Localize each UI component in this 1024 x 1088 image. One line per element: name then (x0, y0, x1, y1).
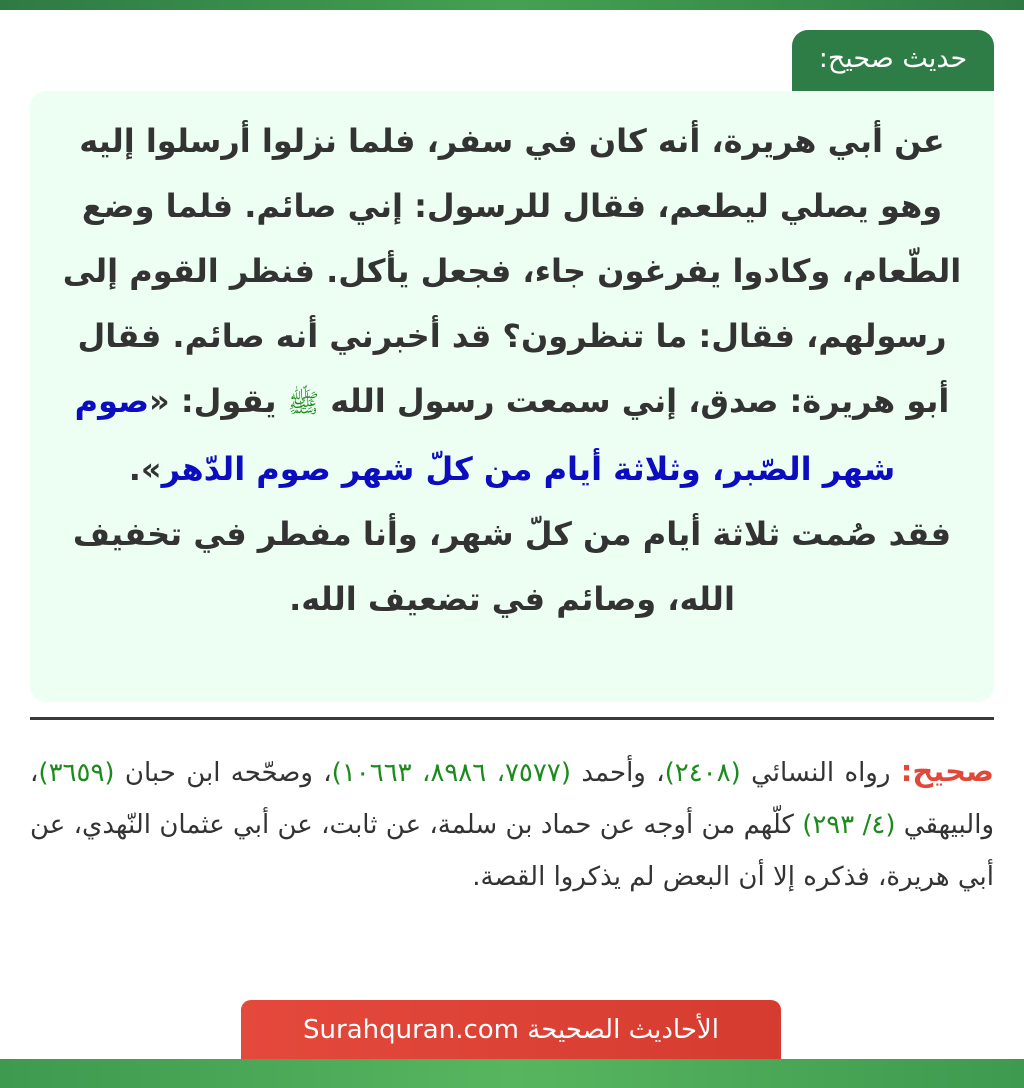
hadith-text-box (30, 91, 994, 702)
hadith-grade-badge (792, 30, 994, 91)
section-divider (30, 717, 994, 720)
takhrij-text-2: ، وأحمد (570, 758, 665, 788)
reference-ibn-hibban: (٣٦٥٩) (38, 758, 115, 788)
hadith-conclusion: فقد صُمت ثلاثة أيام من كلّ شهر، وأنا مفطر في تخفيف الله، وصائم في تضعيف الله. (72, 515, 952, 618)
reference-nasai: (٢٤٠٨) (664, 758, 741, 788)
takhrij-text-5: كلّهم من أوجه عن حماد بن سلمة، عن ثابت، عن أبي عثمان النّهدي، عن أبي هريرة، فذكره إلا أن البعض لم يذكروا القصة. (30, 810, 994, 892)
hadith-text (58, 109, 966, 632)
prophetic-quote: صوم شهر الصّبر، وثلاثة أيام من كلّ شهر صوم الدّهر (74, 382, 896, 488)
grade-label: صحيح: (900, 754, 995, 788)
hadith-says: يقول: « (149, 382, 288, 420)
site-label: الأحاديث الصحيحة Surahquran.com (303, 1014, 719, 1045)
quote-close: ». (128, 450, 162, 488)
pbuh-icon: ﷺ (287, 389, 320, 419)
bottom-decorative-bar (0, 1059, 1024, 1088)
reference-ahmad: (٧٥٧٧، ٨٩٨٦، ١٠٦٦٣) (331, 758, 571, 788)
badge-label: حديث صحيح: (818, 43, 968, 74)
takhrij-text-4: ، والبيهقي (30, 758, 994, 840)
takhrij-text-1: رواه النسائي (740, 758, 901, 788)
top-decorative-bar (0, 0, 1024, 10)
takhrij-text-3: ، وصحّحه ابن حبان (114, 758, 332, 788)
reference-bayhaqi: (٤/ ٢٩٣) (802, 810, 896, 840)
hadith-narration: عن أبي هريرة، أنه كان في سفر، فلما نزلوا أرسلوا إليه وهو يصلي ليطعم، فقال للرسول: إني صائم. فلما وضع الطّعام، وكادوا يفرغون جاء، فجعل يأكل. فنظر القوم إلى رسولهم، فقال: ما تنظرون؟ قد أخبرني أنه صائم. فقال أبو هريرة: صدق، إني سمعت رسول الله (62, 122, 962, 420)
site-footer-badge (241, 1000, 781, 1059)
takhrij-paragraph (30, 745, 994, 903)
